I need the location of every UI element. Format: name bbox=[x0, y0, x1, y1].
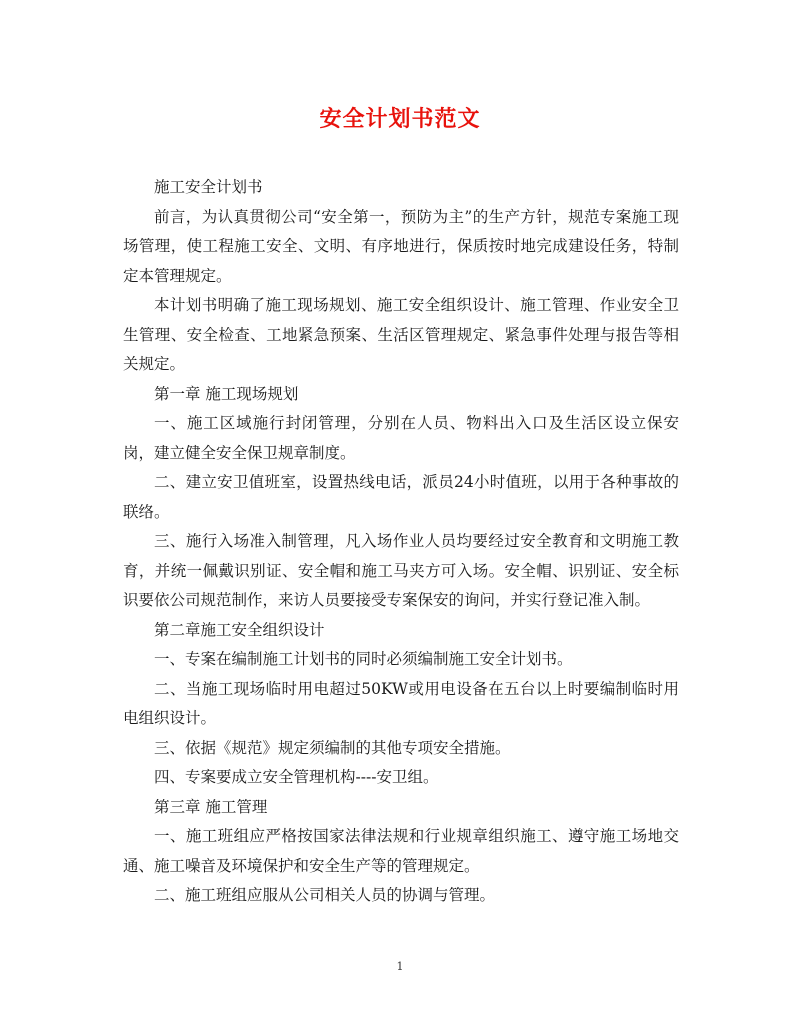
paragraph: 三、依据《规范》规定须编制的其他专项安全措施。 bbox=[154, 738, 511, 757]
paragraph: 二、当施工现场临时用电超过50KW或用电设备在五台以上时要编制临时用电组织设计。 bbox=[123, 679, 679, 727]
paragraph: 三、施行入场准入制管理，凡入场作业人员均要经过安全教育和文明施工教育，并统一佩戴识别证、安全帽和施工马夹方可入场。安全帽、识别证、安全标识要依公司规范制作，来访人员要接受专案保安的询问，并实行登记准入制。 bbox=[123, 532, 679, 609]
section-heading: 施工安全计划书 bbox=[154, 178, 263, 196]
paragraph: 一、施工班组应严格按国家法律法规和行业规章组织施工、遵守施工场地交通、施工噪音及环境保护和安全生产等的管理规定。 bbox=[123, 827, 679, 875]
paragraph: 四、专案要成立安全管理机构----安卫组。 bbox=[154, 768, 439, 786]
chapter-heading: 第三章 施工管理 bbox=[154, 797, 268, 816]
paragraph: 一、施工区域施行封闭管理，分别在人员、物料出入口及生活区设立保安岗，建立健全安全保卫规章制度。 bbox=[123, 414, 679, 462]
paragraph: 前言，为认真贯彻公司“安全第一，预防为主”的生产方针，规范专案施工现场管理，使工程施工安全、文明、有序地进行，保质按时地完成建设任务，特制定本管理规定。 bbox=[123, 207, 679, 285]
paragraph: 本计划书明确了施工现场规划、施工安全组织设计、施工管理、作业安全卫生管理、安全检查、工地紧急预案、生活区管理规定、紧急事件处理与报告等相关规定。 bbox=[123, 296, 679, 373]
paragraph: 二、施工班组应服从公司相关人员的协调与管理。 bbox=[154, 886, 496, 904]
document-body bbox=[123, 173, 679, 911]
document-title: 安全计划书范文 bbox=[319, 106, 481, 132]
chapter-heading: 第一章 施工现场规划 bbox=[154, 384, 299, 403]
chapter-heading: 第二章施工安全组织设计 bbox=[154, 620, 325, 639]
paragraph: 二、建立安卫值班室，设置热线电话，派员24小时值班，以用于各种事故的联络。 bbox=[123, 473, 679, 521]
page-number: 1 bbox=[396, 960, 404, 973]
paragraph: 一、专案在编制施工计划书的同时必须编制施工安全计划书。 bbox=[154, 650, 573, 668]
